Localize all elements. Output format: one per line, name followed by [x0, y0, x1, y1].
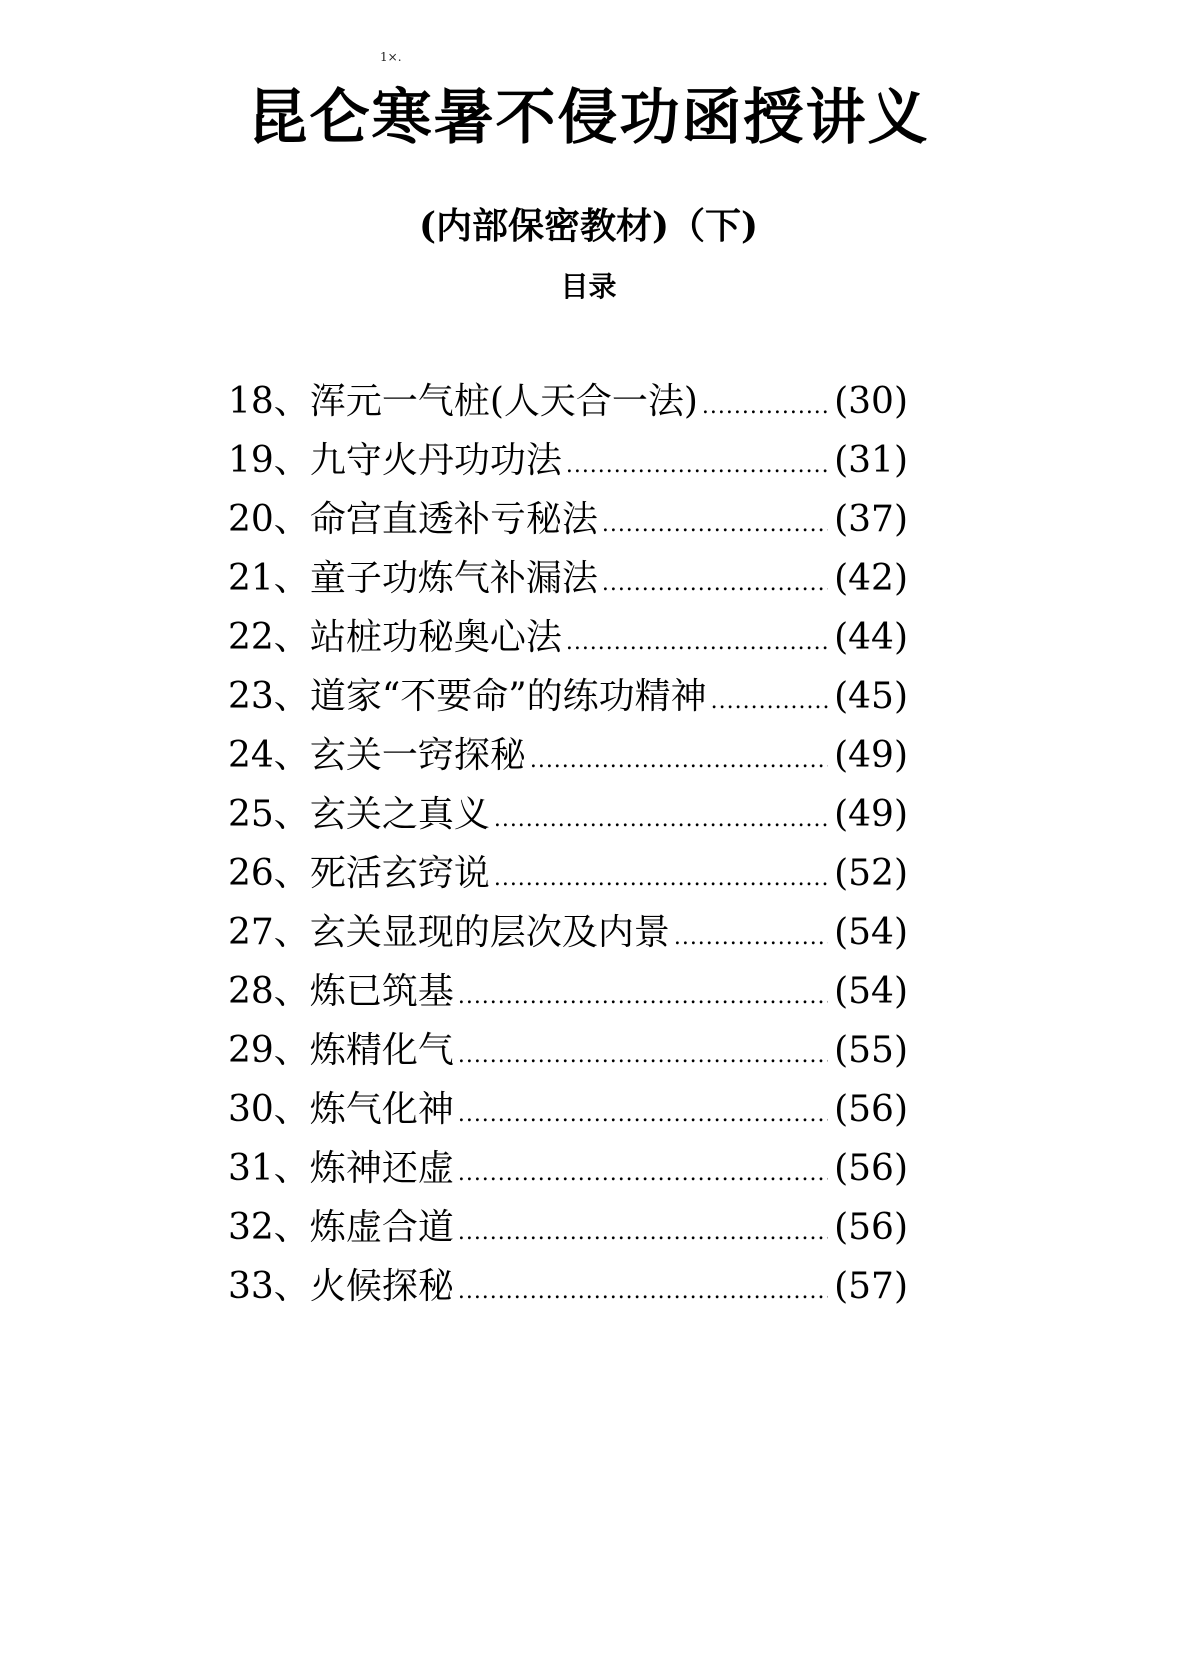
- toc-entry-title: 命宫直透补亏秘法: [309, 499, 598, 540]
- toc-entry-title: 炼神还虚: [309, 1148, 454, 1189]
- toc-entry: [228, 549, 908, 608]
- toc-entry-page: (30): [834, 381, 908, 422]
- toc-entry: [228, 785, 908, 844]
- toc-entry-number: 24、: [228, 735, 310, 776]
- toc-entry-page: (56): [834, 1089, 908, 1130]
- dot-leader: [602, 554, 828, 613]
- toc-entry-title: 火候探秘: [309, 1266, 454, 1307]
- toc-entry-number: 20、: [228, 499, 310, 540]
- toc-entry: [228, 667, 908, 726]
- toc-entry: [228, 1198, 908, 1257]
- toc-entry-title: 炼虚合道: [309, 1207, 454, 1248]
- toc-entry: [228, 1080, 908, 1139]
- toc-entry-title: 炼已筑基: [309, 971, 454, 1012]
- dot-leader: [458, 1262, 828, 1321]
- dot-leader: [458, 1085, 828, 1144]
- table-of-contents: [228, 372, 908, 1316]
- toc-entry-number: 23、: [228, 676, 310, 717]
- toc-entry: [228, 490, 908, 549]
- toc-entry: [228, 726, 908, 785]
- toc-entry: [228, 1139, 908, 1198]
- toc-entry-number: 29、: [228, 1030, 310, 1071]
- toc-entry-number: 19、: [228, 440, 310, 481]
- toc-entry-number: 28、: [228, 971, 310, 1012]
- toc-entry-page: (56): [834, 1207, 908, 1248]
- toc-entry-title: 炼精化气: [309, 1030, 454, 1071]
- toc-entry-number: 32、: [228, 1207, 310, 1248]
- toc-entry: [228, 431, 908, 490]
- toc-heading: 目录: [560, 270, 617, 303]
- dot-leader: [458, 1203, 828, 1262]
- page-mark: 1×.: [380, 50, 402, 64]
- toc-entry-title: 站桩功秘奥心法: [309, 617, 562, 658]
- toc-entry: [228, 962, 908, 1021]
- toc-entry-title: 道家“不要命”的练功精神: [309, 676, 707, 717]
- toc-entry-title: 炼气化神: [309, 1089, 454, 1130]
- dot-leader: [494, 849, 828, 908]
- dot-leader: [602, 495, 828, 554]
- toc-entry: [228, 1021, 908, 1080]
- toc-entry-page: (54): [834, 912, 908, 953]
- document-title: 昆仑寒暑不侵功函授讲义: [247, 83, 930, 153]
- toc-entry-number: 30、: [228, 1089, 310, 1130]
- toc-entry-page: (57): [834, 1266, 908, 1307]
- dot-leader: [711, 672, 828, 731]
- dot-leader: [566, 613, 828, 672]
- toc-entry: [228, 608, 908, 667]
- dot-leader: [530, 731, 828, 790]
- toc-entry-number: 21、: [228, 558, 310, 599]
- toc-entry-title: 死活玄窍说: [309, 853, 490, 894]
- toc-entry-page: (31): [834, 440, 908, 481]
- toc-entry-number: 31、: [228, 1148, 310, 1189]
- dot-leader: [458, 1144, 828, 1203]
- toc-entry: [228, 844, 908, 903]
- toc-entry-page: (52): [834, 853, 908, 894]
- toc-entry: [228, 372, 908, 431]
- dot-leader: [494, 790, 828, 849]
- toc-entry-number: 26、: [228, 853, 310, 894]
- toc-entry-page: (45): [834, 676, 908, 717]
- toc-entry-title: 玄关一窍探秘: [309, 735, 526, 776]
- toc-entry-number: 22、: [228, 617, 310, 658]
- toc-entry-number: 33、: [228, 1266, 310, 1307]
- toc-entry-title: 浑元一气桩(人天合一法): [309, 381, 698, 422]
- toc-entry-page: (49): [834, 794, 908, 835]
- toc-entry-page: (44): [834, 617, 908, 658]
- dot-leader: [566, 436, 828, 495]
- toc-entry-title: 九守火丹功功法: [309, 440, 562, 481]
- toc-entry-page: (54): [834, 971, 908, 1012]
- toc-entry-number: 25、: [228, 794, 310, 835]
- toc-entry-page: (55): [834, 1030, 908, 1071]
- toc-entry: [228, 903, 908, 962]
- toc-entry-title: 童子功炼气补漏法: [309, 558, 598, 599]
- dot-leader: [674, 908, 828, 967]
- dot-leader: [458, 1026, 828, 1085]
- toc-entry-number: 18、: [228, 381, 310, 422]
- toc-entry-title: 玄关之真义: [309, 794, 490, 835]
- toc-entry-number: 27、: [228, 912, 310, 953]
- toc-entry-page: (49): [834, 735, 908, 776]
- dot-leader: [702, 377, 828, 436]
- toc-entry-page: (37): [834, 499, 908, 540]
- toc-entry-page: (42): [834, 558, 908, 599]
- toc-entry-page: (56): [834, 1148, 908, 1189]
- toc-entry-title: 玄关显现的层次及内景: [309, 912, 670, 953]
- toc-entry: [228, 1257, 908, 1316]
- document-subtitle: (内部保密教材)（下): [418, 205, 759, 247]
- dot-leader: [458, 967, 828, 1026]
